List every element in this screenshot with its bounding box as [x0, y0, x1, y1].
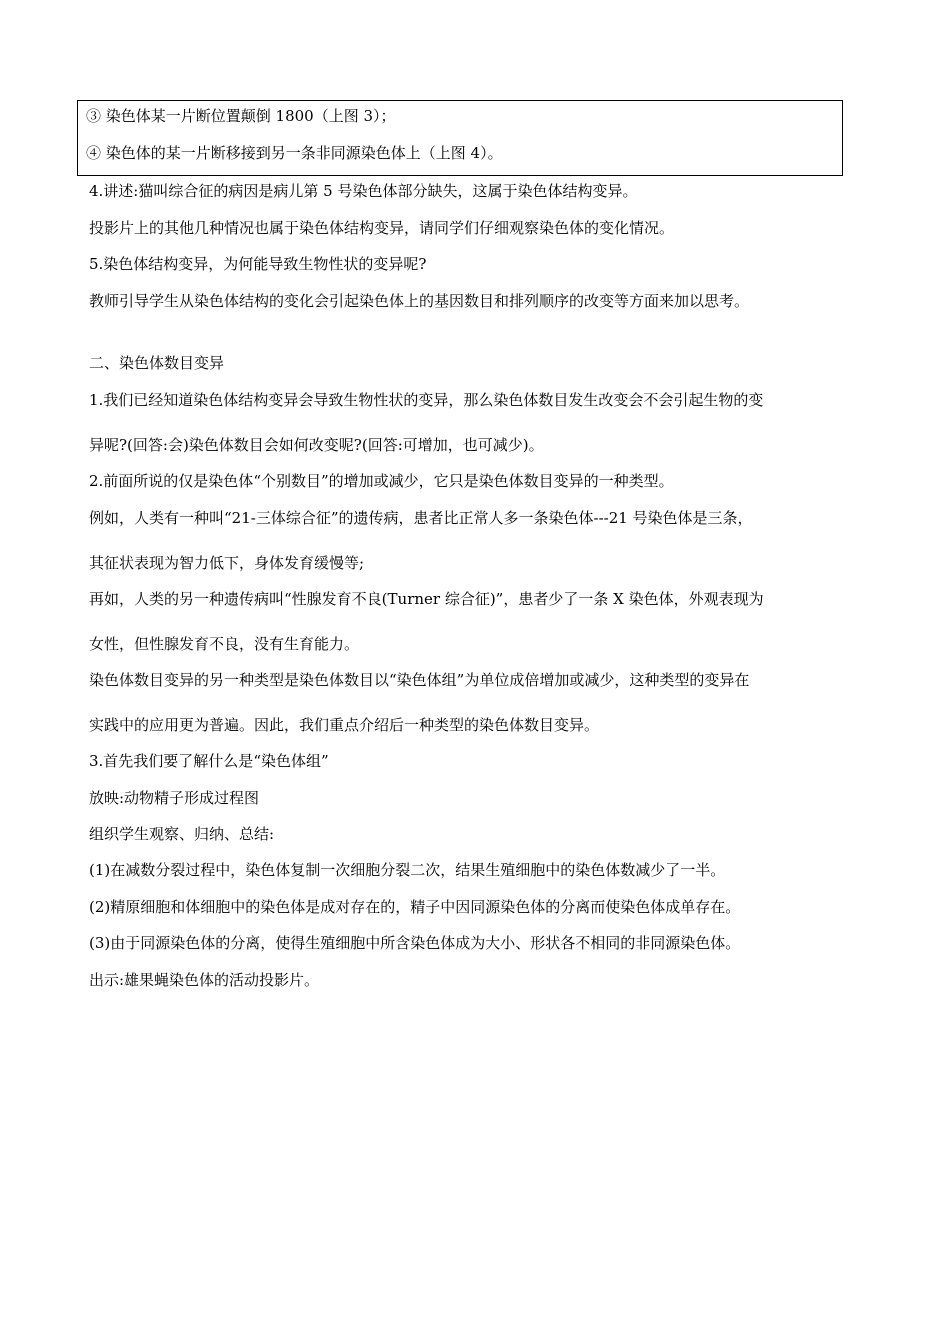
paragraph-5: 5.染色体结构变异，为何能导致生物性状的变异呢? — [89, 255, 427, 273]
example-2-line-1: 再如，人类的另一种遗传病叫“性腺发育不良(Turner 综合征)”，患者少了一条 X 染色体，外观表现为 — [89, 590, 764, 608]
paragraph-1-line-2: 异呢?(回答:会)染色体数目会如何改变呢?(回答:可增加，也可减少)。 — [89, 436, 544, 454]
box-line-3: ③ 染色体某一片断位置颠倒 1800（上图 3）； — [86, 107, 396, 125]
example-2-line-2: 女性，但性腺发育不良，没有生育能力。 — [89, 635, 360, 653]
paragraph-3-show: 放映:动物精子形成过程图 — [89, 789, 260, 807]
summary-item-1: (1)在减数分裂过程中，染色体复制一次细胞分裂二次，结果生殖细胞中的染色体数减少了一半。 — [89, 861, 726, 879]
example-3-line-1: 染色体数目变异的另一种类型是染色体数目以“染色体组”为单位成倍增加或减少，这种类型的变异在 — [89, 671, 750, 689]
paragraph-1-line-1: 1.我们已经知道染色体结构变异会导致生物性状的变异，那么染色体数目发生改变会不会引起生物的变 — [89, 391, 764, 409]
paragraph-4-detail: 投影片上的其他几种情况也属于染色体结构变异，请同学们仔细观察染色体的变化情况。 — [89, 219, 675, 237]
paragraph-2: 2.前面所说的仅是染色体“个别数目”的增加或减少，它只是染色体数目变异的一种类型。 — [89, 472, 674, 490]
summary-item-2: (2)精原细胞和体细胞中的染色体是成对存在的，精子中因同源染色体的分离而使染色体成单存在。 — [89, 898, 741, 916]
example-3-line-2: 实践中的应用更为普遍。因此，我们重点介绍后一种类型的染色体数目变异。 — [89, 716, 600, 734]
paragraph-4: 4.讲述:猫叫综合征的病因是病儿第 5 号染色体部分缺失，这属于染色体结构变异。 — [89, 182, 638, 200]
example-1-line-2: 其征状表现为智力低下，身体发育缓慢等; — [89, 554, 365, 572]
boxed-note — [77, 100, 843, 176]
example-1-line-1: 例如，人类有一种叫“21-三体综合征”的遗传病，患者比正常人多一条染色体---21 号染色体是三条， — [89, 509, 753, 527]
paragraph-5-detail: 教师引导学生从染色体结构的变化会引起染色体上的基因数目和排列顺序的改变等方面来加以思考。 — [89, 292, 750, 310]
box-line-4: ④ 染色体的某一片断移接到另一条非同源染色体上（上图 4）。 — [86, 144, 503, 162]
paragraph-3: 3.首先我们要了解什么是“染色体组” — [89, 752, 329, 770]
paragraph-3-display: 出示:雄果蝇染色体的活动投影片。 — [89, 971, 320, 989]
summary-item-3: (3)由于同源染色体的分离，使得生殖细胞中所含染色体成为大小、形状各不相同的非同源染色体。 — [89, 934, 741, 952]
paragraph-3-organize: 组织学生观察、归纳、总结: — [89, 825, 275, 843]
section-heading: 二、染色体数目变异 — [89, 354, 225, 372]
